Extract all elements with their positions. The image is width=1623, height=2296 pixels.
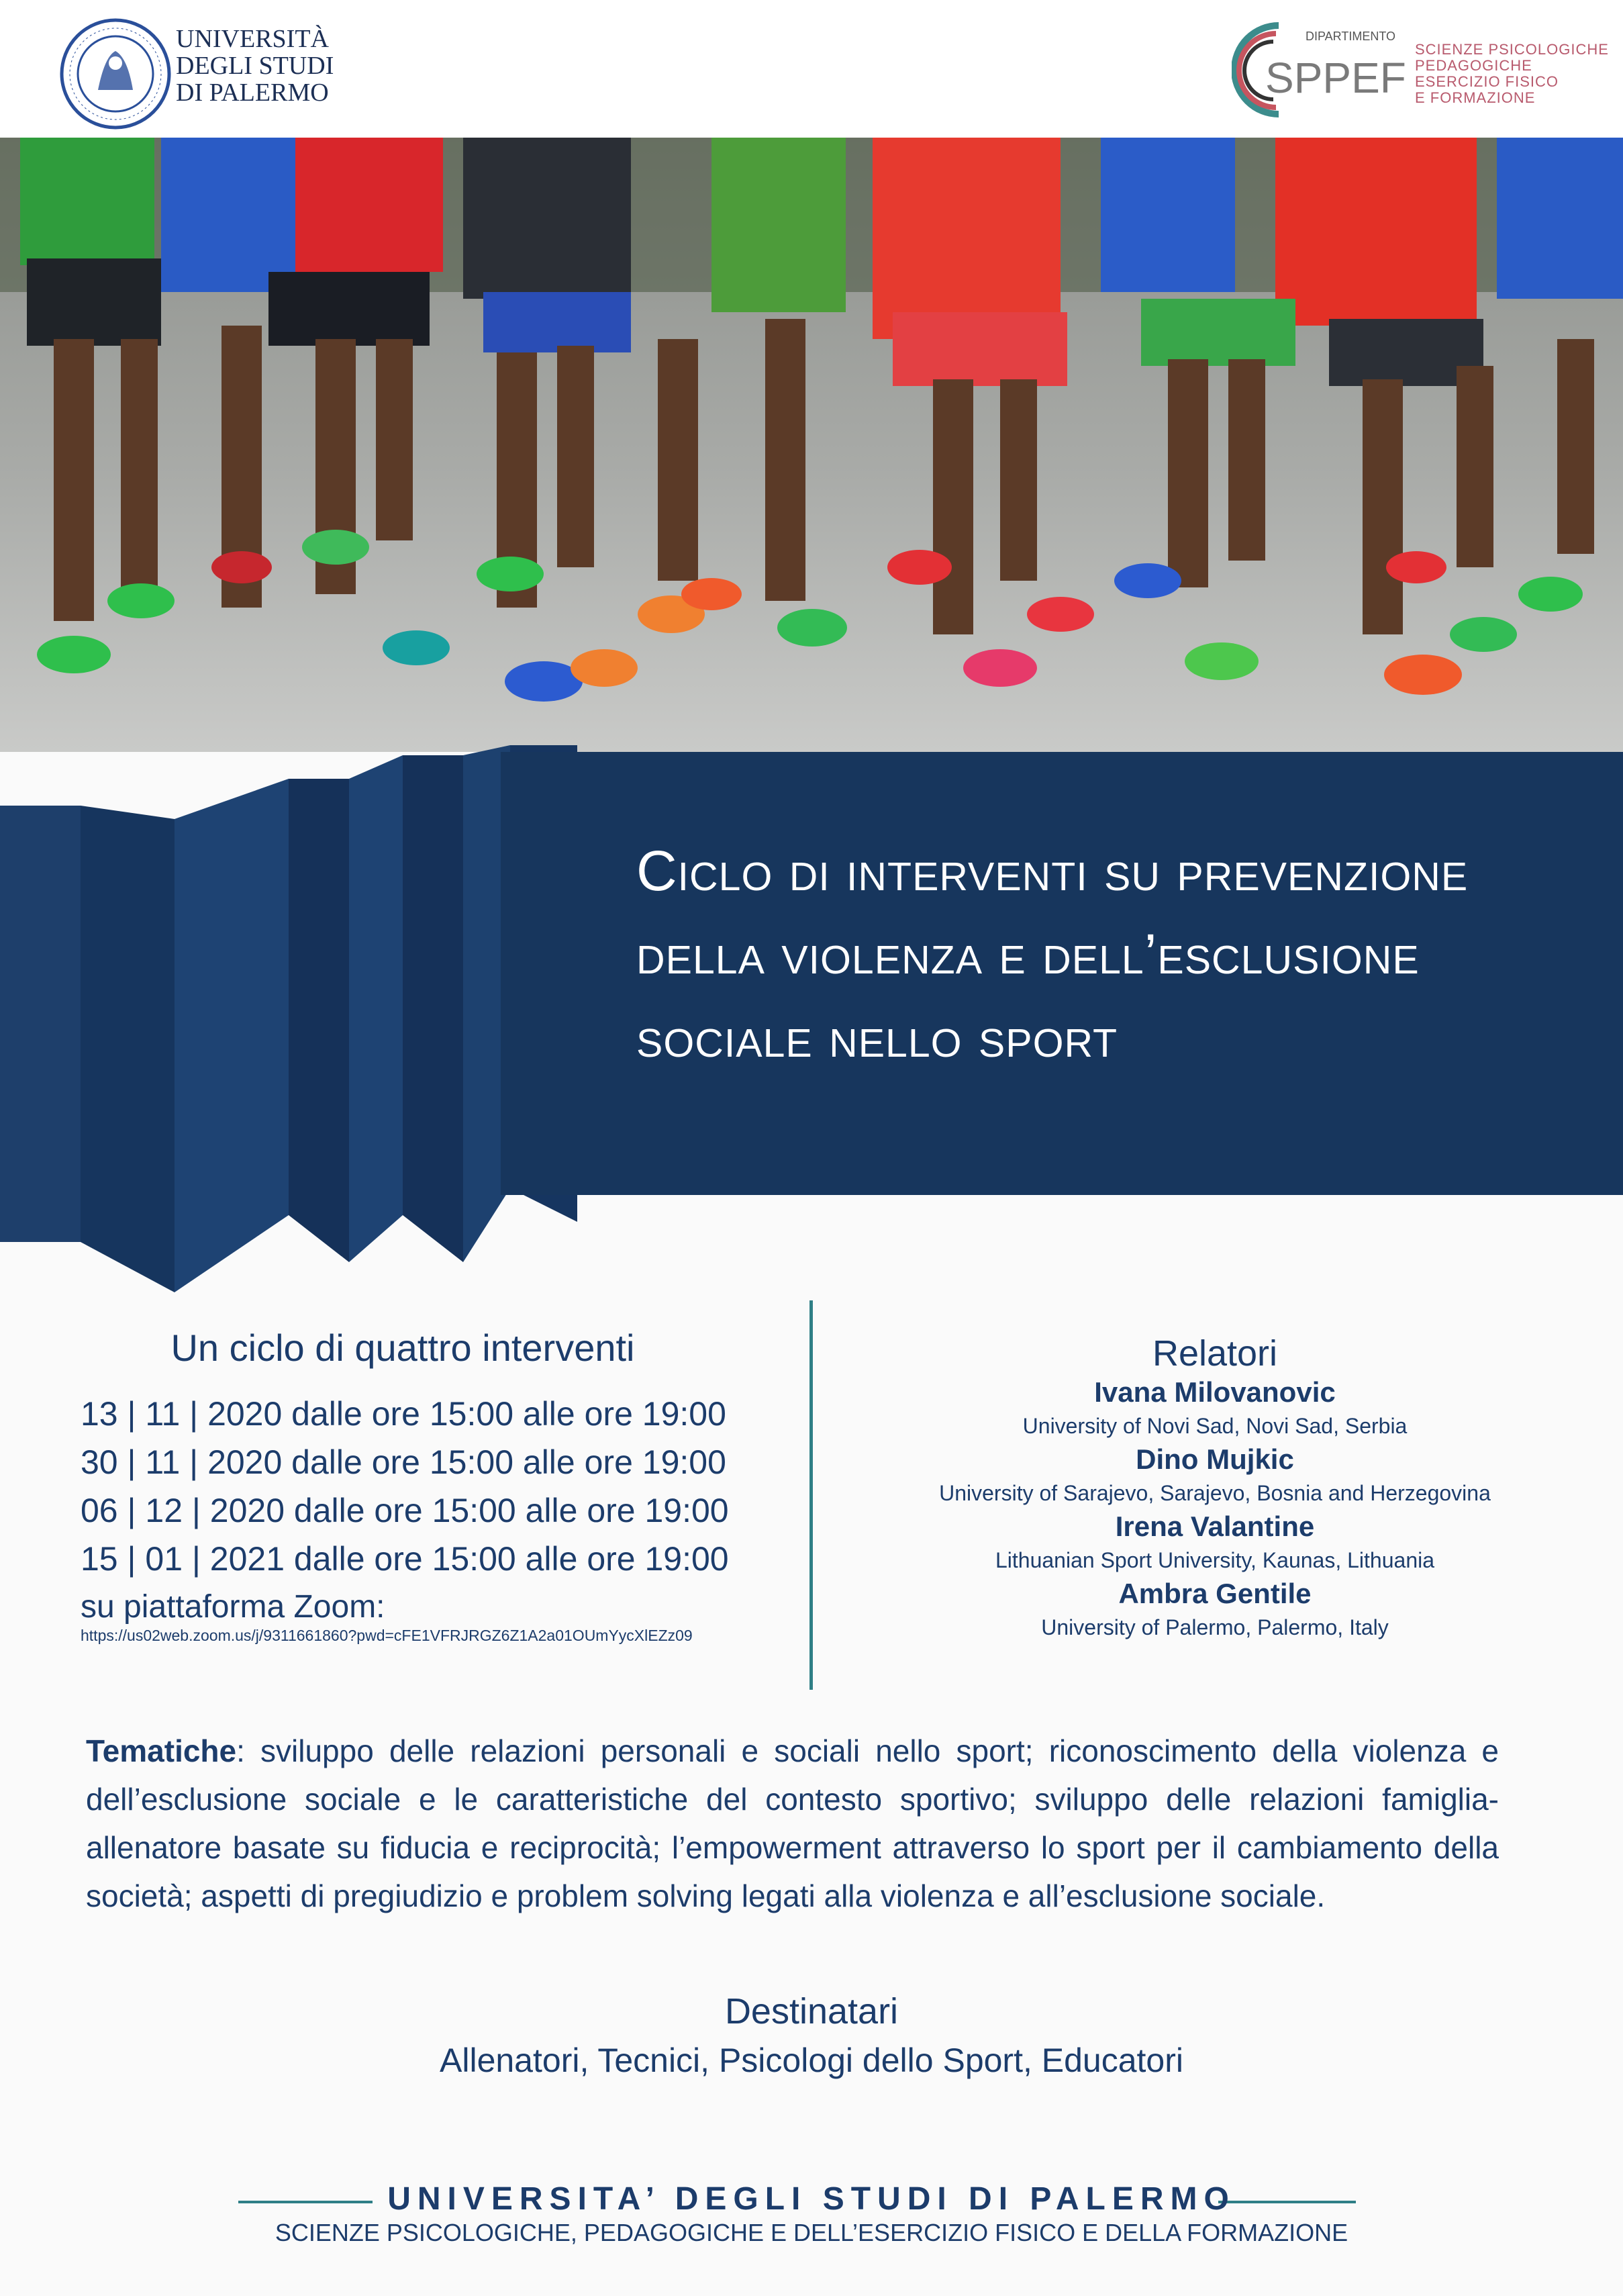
- date-row: 06 | 12 | 2020 dalle ore 15:00 alle ore 19:00: [81, 1492, 729, 1529]
- speaker-name: Dino Mujkic: [1136, 1443, 1294, 1475]
- runners-photo: [0, 138, 1623, 752]
- audience-heading: Destinatari: [724, 1991, 899, 2031]
- speaker-affiliation: University of Sarajevo, Sarajevo, Bosnia and Herzegovina: [939, 1481, 1491, 1505]
- audience-list: Allenatori, Tecnici, Psicologi dello Sport, Educatori: [440, 2042, 1183, 2079]
- schedule-heading: Un ciclo di quattro interventi: [170, 1327, 635, 1369]
- speaker-affiliation: University of Novi Sad, Novi Sad, Serbia: [1022, 1414, 1408, 1438]
- department-logo: [1232, 13, 1420, 128]
- speaker-name: Ivana Milovanovic: [1094, 1376, 1336, 1408]
- schedule-section: [81, 1326, 792, 1645]
- topics-label: Tematiche: [86, 1733, 237, 1768]
- column-divider: [809, 1300, 813, 1690]
- topics-text: : sviluppo delle relazioni personali e sociali nello sport; riconoscimento della violenza e dell’esclusione sociale e le caratteristiche del contesto sportivo; sviluppo delle relazioni famiglia-allenatore basate su fiducia e reciprocità; l’empowerment attraverso lo sport per il cambiamento della società; aspetti di pregiudizio e problem solving legati alla violenza e all’esclusione sociale.: [86, 1733, 1499, 1913]
- university-seal-logo: [58, 16, 173, 132]
- footer-department: SCIENZE PSICOLOGICHE, PEDAGOGICHE E DELL’ESERCIZIO FISICO E DELLA FORMAZIONE: [275, 2219, 1348, 2246]
- date-row: 13 | 11 | 2020 dalle ore 15:00 alle ore 19:00: [81, 1395, 726, 1433]
- speaker-name: Irena Valantine: [1115, 1511, 1315, 1542]
- speakers-heading: Relatori: [1152, 1333, 1278, 1374]
- speaker-affiliation: University of Palermo, Palermo, Italy: [1041, 1615, 1389, 1639]
- platform-label: su piattaforma Zoom:: [81, 1589, 385, 1625]
- footer-university: UNIVERSITA’ DEGLI STUDI DI PALERMO: [387, 2181, 1236, 2217]
- event-title: Ciclo di interventi su prevenzione della violenza e dell’esclusione sociale nello sport: [636, 839, 1469, 1069]
- date-row: 15 | 01 | 2021 dalle ore 15:00 alle ore 19:00: [81, 1540, 729, 1578]
- speaker-affiliation: Lithuanian Sport University, Kaunas, Lithuania: [995, 1548, 1435, 1572]
- svg-text:SPPEF: SPPEF: [1265, 54, 1406, 102]
- date-row: 30 | 11 | 2020 dalle ore 15:00 alle ore 19:00: [81, 1443, 726, 1481]
- speakers-section: [839, 1333, 1591, 1643]
- header: [0, 0, 1623, 138]
- speaker-name: Ambra Gentile: [1118, 1578, 1312, 1609]
- university-name: UNIVERSITÀ DEGLI STUDI DI PALERMO: [176, 25, 334, 107]
- topics-paragraph: [86, 1727, 1499, 1920]
- zoom-link[interactable]: https://us02web.zoom.us/j/93116618​60?pwd=cFE1VFRJRGZ6Z1A2a01OUmYycXlEZz09: [81, 1627, 693, 1644]
- department-name: SCIENZE PSICOLOGICHE PEDAGOGICHE ESERCIZIO FISICO E FORMAZIONE: [1415, 41, 1609, 106]
- svg-text:DIPARTIMENTO: DIPARTIMENTO: [1306, 30, 1396, 43]
